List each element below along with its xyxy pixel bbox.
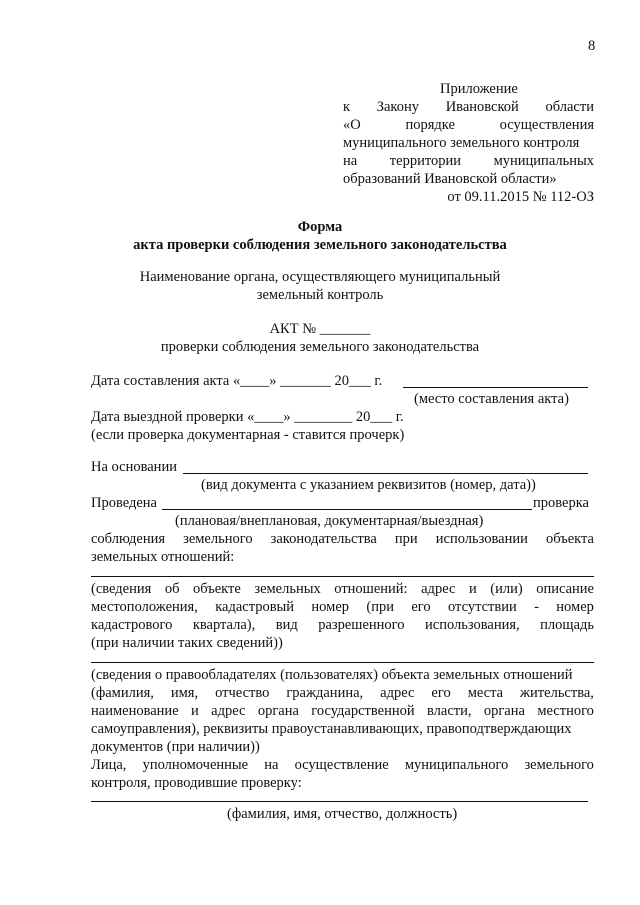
- object-info-line-4: (при наличии таких сведений)): [91, 635, 283, 651]
- basis-label: На основании: [91, 459, 177, 475]
- date-compiled: Дата составления акта «____» _______ 20___ г.: [91, 373, 383, 389]
- inspection-date: Дата выездной проверки «____» ________ 20___ г.: [91, 409, 404, 425]
- appendix-line-6: образований Ивановской области»: [343, 171, 557, 187]
- owners-info-line-1: (сведения о правообладателях (пользователях) объекта земельных отношений: [91, 667, 573, 683]
- documentary-note: (если проверка документарная - ставится прочерк): [91, 427, 405, 443]
- conducted-line: [162, 509, 532, 510]
- inspectors-sign-line: [91, 801, 588, 802]
- inspectors-hint: (фамилия, имя, отчество, должность): [227, 806, 458, 822]
- conducted-hint: (плановая/внеплановая, документарная/выездная): [175, 513, 484, 529]
- act-subtitle: проверки соблюдения земельного законодательства: [160, 339, 480, 355]
- org-name-line-2: земельный контроль: [256, 287, 384, 303]
- appendix-law-date: от 09.11.2015 № 112-ОЗ: [447, 189, 594, 205]
- compliance-line-2: земельных отношений:: [91, 549, 235, 565]
- form-subtitle: акта проверки соблюдения земельного законодательства: [133, 237, 507, 253]
- appendix-title: Приложение: [440, 81, 518, 97]
- page-number: 8: [588, 38, 596, 54]
- object-info-line: [91, 576, 594, 577]
- owners-info-line-2: (фамилия, имя, отчество гражданина, адрес его места жительства,: [91, 685, 594, 701]
- owners-info-line-4: самоуправления), реквизиты правоустанавливающих, правоподтверждающих: [91, 721, 572, 737]
- appendix-line-2: к Закону Ивановской области: [343, 99, 594, 115]
- org-name-line-1: Наименование органа, осуществляющего муниципальный: [139, 269, 501, 285]
- basis-hint: (вид документа с указанием реквизитов (номер, дата)): [201, 477, 536, 493]
- conducted-suffix: проверка: [533, 495, 589, 511]
- place-line: [403, 387, 588, 388]
- owners-info-line: [91, 662, 594, 663]
- compliance-line-1: соблюдения земельного законодательства при использовании объекта: [91, 531, 594, 547]
- object-info-line-2: местоположения, кадастровый номер (при его отсутствии - номер: [91, 599, 594, 615]
- object-info-line-1: (сведения об объекте земельных отношений: адрес и (или) описание: [91, 581, 594, 597]
- conducted-label: Проведена: [91, 495, 157, 511]
- owners-info-line-3: наименование и адрес органа государственной власти, органа местного: [91, 703, 594, 719]
- appendix-line-5: на территории муниципальных: [343, 153, 594, 169]
- appendix-line-4: муниципального земельного контроля: [343, 135, 580, 151]
- form-title: Форма: [297, 219, 343, 235]
- basis-line: [183, 473, 588, 474]
- appendix-line-3: «О порядке осуществления: [343, 117, 594, 133]
- inspectors-line-2: контроля, проводившие проверку:: [91, 775, 302, 791]
- place-hint: (место составления акта): [414, 391, 569, 407]
- inspectors-line-1: Лица, уполномоченные на осуществление муниципального земельного: [91, 757, 594, 773]
- object-info-line-3: кадастрового квартала), вид разрешенного использования, площадь: [91, 617, 594, 633]
- owners-info-line-5: документов (при наличии)): [91, 739, 260, 755]
- act-number: АКТ № _______: [269, 321, 371, 337]
